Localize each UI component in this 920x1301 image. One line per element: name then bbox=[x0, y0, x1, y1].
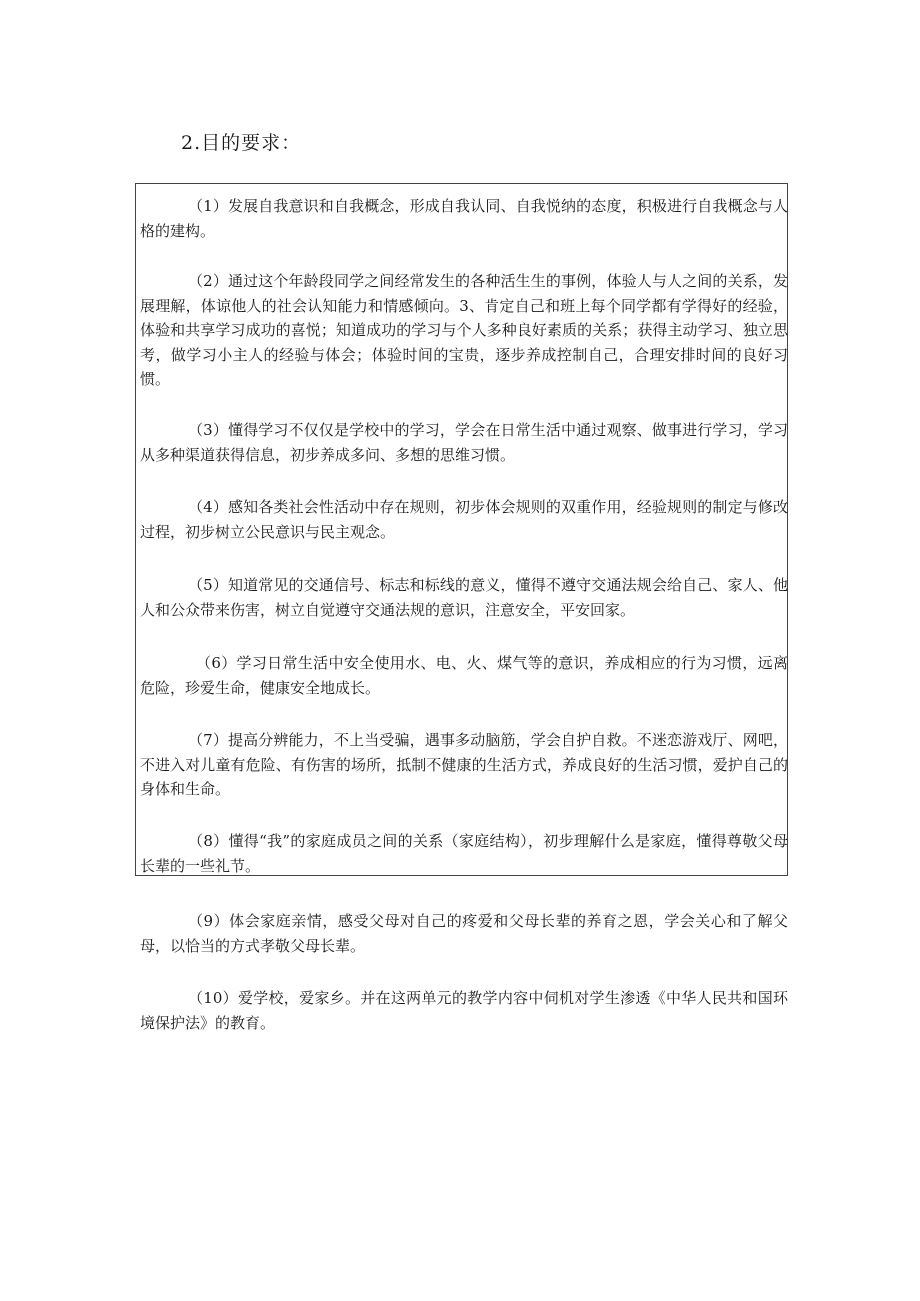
section-heading: 2.目的要求： bbox=[181, 132, 302, 154]
paragraph-4: （4）感知各类社会性活动中存在规则，初步体会规则的双重作用，经验规则的制定与修改过程，初步树立公民意识与民主观念。 bbox=[140, 498, 788, 541]
paragraph-10: （10）爱学校，爱家乡。并在这两单元的教学内容中伺机对学生渗透《中华人民共和国环境保护法》的教育。 bbox=[140, 989, 788, 1032]
paragraph-9: （9）体会家庭亲情，感受父母对自己的疼爱和父母长辈的养育之恩，学会关心和了解父母，以恰当的方式孝敬父母长辈。 bbox=[140, 912, 788, 955]
paragraph-5: （5）知道常见的交通信号、标志和标线的意义，懂得不遵守交通法规会给自己、家人、他人和公众带来伤害，树立自觉遵守交通法规的意识，注意安全，平安回家。 bbox=[140, 576, 788, 619]
paragraph-6: （6）学习日常生活中安全使用水、电、火、煤气等的意识，养成相应的行为习惯，远离危险，珍爱生命，健康安全地成长。 bbox=[140, 654, 788, 697]
paragraph-7: （7）提高分辨能力，不上当受骗，遇事多动脑筋，学会自护自救。不迷恋游戏厅、网吧，不进入对儿童有危险、有伤害的场所，抵制不健康的生活方式，养成良好的生活习惯，爱护自己的身体和生命。 bbox=[140, 731, 788, 798]
paragraph-8: （8）懂得“我”的家庭成员之间的关系（家庭结构），初步理解什么是家庭，懂得尊敬父母长辈的一些礼节。 bbox=[140, 832, 788, 875]
paragraph-3: （3）懂得学习不仅仅是学校中的学习，学会在日常生活中通过观察、做事进行学习，学习从多种渠道获得信息，初步养成多问、多想的思维习惯。 bbox=[140, 421, 788, 464]
paragraph-2: （2）通过这个年龄段同学之间经常发生的各种活生生的事例，体验人与人之间的关系，发展理解，体谅他人的社会认知能力和情感倾向。3、肯定自己和班上每个同学都有学得好的经验，体验和共享学习成功的喜悦；知道成功的学习与个人多种良好素质的关系；获得主动学习、独立思考，做学习小主人的经验与体会；体验时间的宝贵，逐步养成控制自己，合理安排时间的良好习惯。 bbox=[140, 272, 788, 388]
paragraph-1: （1）发展自我意识和自我概念，形成自我认同、自我悦纳的态度，积极进行自我概念与人格的建构。 bbox=[140, 197, 788, 240]
